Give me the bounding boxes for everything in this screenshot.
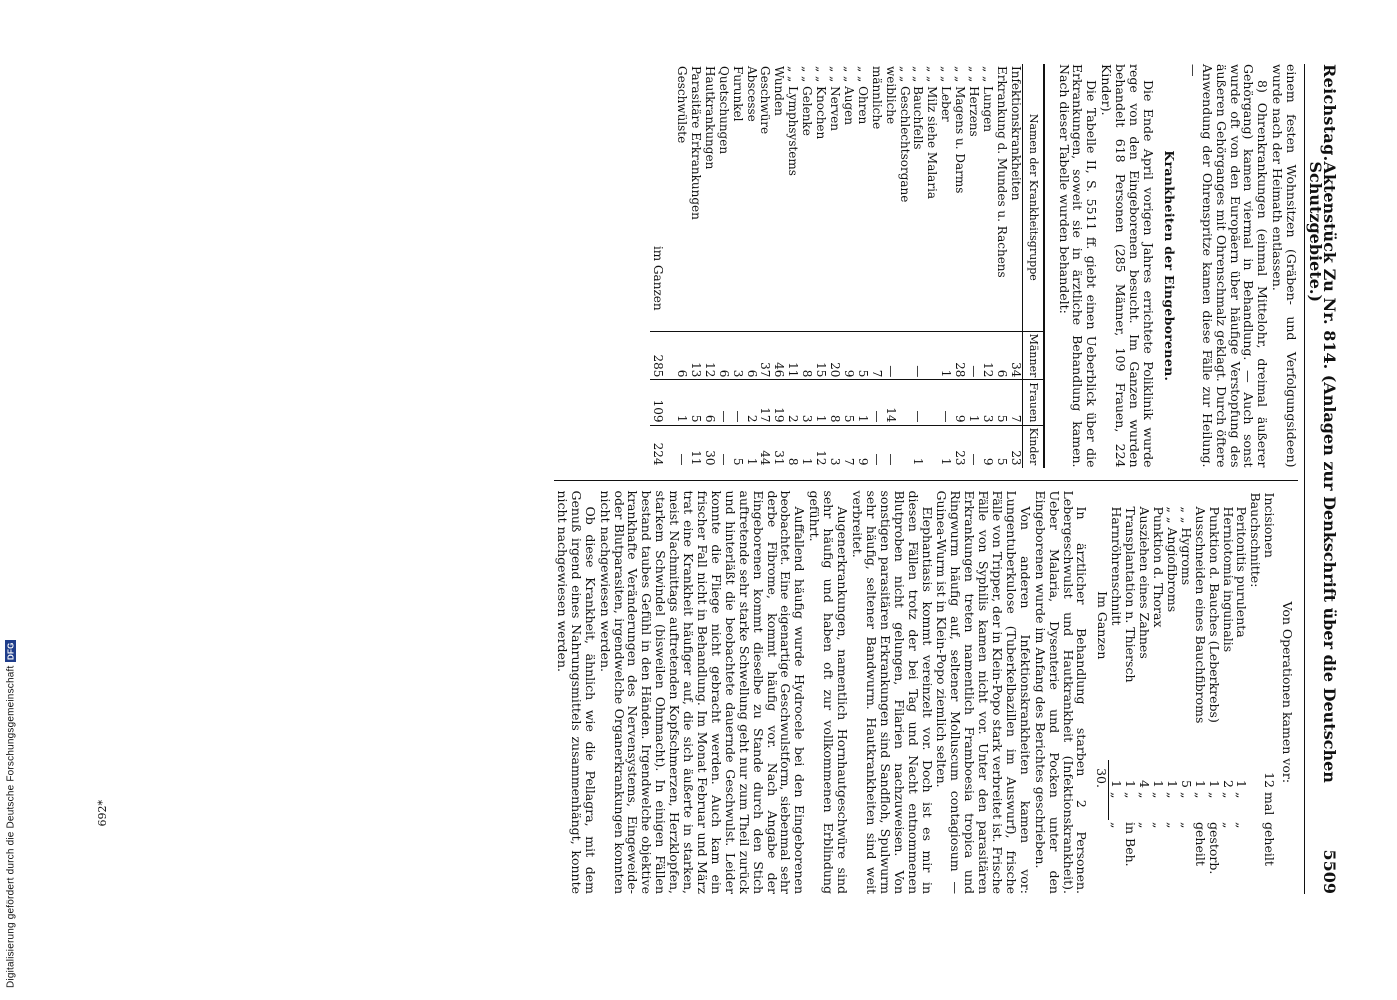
table-row: [716, 64, 730, 468]
operations-total-row: [1095, 491, 1109, 895]
disease-name-cell: „ „ Augen: [841, 66, 856, 125]
operation-outcome: gestorb.: [1206, 822, 1222, 875]
operation-count: 1: [1164, 780, 1180, 788]
count-cell: 28: [952, 331, 966, 380]
count-cell: —: [869, 380, 883, 425]
count-cell: 5: [994, 425, 1008, 468]
table-row: [952, 64, 966, 468]
count-cell: 3: [980, 380, 994, 425]
count-cell: 31: [771, 425, 785, 468]
operation-unit: „: [1178, 792, 1194, 799]
total-cell: 109: [650, 380, 674, 425]
operation-name: Bauchschnitte:: [1248, 492, 1264, 588]
count-cell: 8: [799, 331, 813, 380]
count-cell: 6: [744, 331, 758, 380]
dfg-logo: DFG: [6, 642, 16, 660]
table-row: [744, 64, 758, 468]
operation-row: [1262, 491, 1276, 895]
operation-name: Transplantation n. Thiersch: [1123, 506, 1139, 683]
count-cell: 17: [758, 380, 772, 425]
count-cell: 1: [966, 380, 980, 425]
count-cell: 7: [869, 331, 883, 380]
disease-table-body: [674, 64, 1022, 468]
count-cell: 6: [994, 331, 1008, 380]
operation-count: 1: [1151, 780, 1167, 788]
table-total-row: [650, 64, 674, 468]
column-header: Namen der Krankheitsgruppe: [1022, 64, 1043, 331]
count-cell: 5: [841, 380, 855, 425]
body-paragraph: Von anderen Infektionskrankheiten kamen vor: Lungentuberkulose (Tuberkelbazillen im Auswurf), frische Fälle von Tripper, der in Klein-Popo stark verbreitet ist. Frische Fälle von Syphilis kamen nicht vor. Unter den parasitären Erkrankungen treten namentlich Framboesia tropica und Ringwurm häufig auf, seltener Molluscum contagiosum — Guinea-Wurm ist in Klein-Popo ziemlich selten.: [934, 490, 1033, 894]
count-cell: 30: [702, 425, 716, 468]
operation-row: [1207, 491, 1221, 895]
count-cell: 5: [855, 331, 869, 380]
table-row: [911, 64, 925, 468]
operation-outcome: [1248, 820, 1262, 894]
disease-name-cell: männliche: [869, 66, 884, 130]
disease-name-cell: „ „ Geschlechtsorgane: [897, 66, 912, 203]
count-cell: 12: [702, 331, 716, 380]
operation-row: [1248, 491, 1262, 895]
count-cell: 3: [730, 331, 744, 380]
operation-row: [1137, 491, 1151, 895]
count-cell: 9: [952, 380, 966, 425]
count-cell: 5: [994, 380, 1008, 425]
left-column: [554, 64, 1298, 468]
column-header: Kinder: [1022, 425, 1043, 468]
operation-outcome: „: [1220, 822, 1236, 829]
count-cell: 1: [911, 425, 925, 468]
count-cell: —: [674, 425, 688, 468]
table-row: [897, 64, 911, 468]
operation-count: 12: [1262, 772, 1278, 788]
count-cell: 1: [674, 380, 688, 425]
table-row: [813, 64, 827, 468]
table-row: [938, 64, 952, 468]
body-paragraph: Auffallend häufig wurde Hydrocele bei den Eingeborenen beobachtet. Eine eigenartige Geschwulstform, siebenmal sehr derbe Fibrome, kommt häufig vor. Nach Angabe der Eingeborenen kommt dieselbe zu Stande durch den Stich auftretende sehr starke Schwellung geht nur zum Theil zurück und hinterläßt die beobachtete dauernde Geschwulst. Leider konnte die Fliege nicht gebracht werden. Auch kam ein frischer Fall nicht in Behandlung. Im Monat Februar und März trat eine Krankheit häufiger auf, die sich äußerte in starken, meist Nachmittags auftretenden Kopfschmerzen, Herzklopfen, starkem Schwindel (bisweilen Ohnmacht). In einigen Fällen bestand taubes Gefühl in den Händen. Irgendwelche objektive krankhafte Veränderungen des Nervensystems, Eingeweide- oder Blutparasiten, irgendwelche Organerkrankungen konnten nicht nachgewiesen werden.: [597, 490, 808, 894]
count-cell: —: [966, 331, 980, 380]
operation-count: 1: [1109, 780, 1125, 788]
table-row: [924, 64, 938, 468]
table-row: [855, 64, 869, 468]
count-cell: —: [730, 380, 744, 425]
body-paragraph: Die Ende April vorigen Jahres errichtete Poliklinik wurde rege von den Eingeborenen besucht. Im Ganzen wurden behandelt 618 Personen (285 Männer, 109 Frauen, 224 Kinder).: [1099, 64, 1157, 468]
operation-name: „ „ Hygroms: [1178, 506, 1194, 586]
column-header: Frauen: [1022, 380, 1043, 425]
count-cell: 15: [813, 331, 827, 380]
count-cell: 1: [855, 380, 869, 425]
count-cell: 7: [841, 425, 855, 468]
operation-count: 4: [1137, 780, 1153, 788]
total-cell: 285: [650, 331, 674, 380]
operation-row: [1165, 491, 1179, 895]
operation-unit: „: [1164, 792, 1180, 799]
operation-count: 5: [1178, 780, 1194, 788]
count-cell: 2: [744, 380, 758, 425]
count-cell: [924, 331, 938, 380]
operation-count: 1: [1206, 780, 1222, 788]
operation-outcome: „: [1137, 822, 1153, 829]
table-row: [966, 64, 980, 468]
intro-paragraph: 8) Ohrenkrankungen (einmal Mittelohr, dreimal äußerer Gehörgang) kamen viermal in Behandlung. — Auch sonst wurde oft von den Europäern über häufige Verstopfung des äußeren Gehörganges mit Ohrenschmalz geklagt. Durch öftere Anwendung der Ohrenspritze kamen diese Fälle zur Heilung. —: [1185, 64, 1271, 468]
count-cell: 9: [980, 425, 994, 468]
count-cell: 1: [938, 331, 952, 380]
header-page-number: 5509: [1320, 849, 1339, 894]
right-column: [554, 480, 1298, 895]
dfg-credit-text: Digitalisierung gefördert durch die Deutsche Forschungsgemeinschaft: [5, 665, 17, 988]
operation-row: [1179, 491, 1193, 895]
operation-count: 1: [1192, 780, 1208, 788]
count-cell: 6: [674, 331, 688, 380]
table-row: [980, 64, 994, 468]
operations-total-value: 30.: [1095, 760, 1109, 790]
table-row: [785, 64, 799, 468]
count-cell: 34: [1008, 331, 1022, 380]
count-cell: 46: [771, 331, 785, 380]
operation-row: [1109, 491, 1123, 895]
operation-unit: mal: [1262, 792, 1278, 816]
document-page: [436, 64, 1339, 894]
disease-name-cell: „ „ Leber: [939, 66, 954, 122]
operation-row: [1235, 491, 1249, 895]
operation-name: Ausziehen eines Zahnes: [1137, 506, 1153, 659]
table-row: [841, 64, 855, 468]
count-cell: 2: [785, 380, 799, 425]
disease-name-cell: „ „ Herzens: [967, 66, 982, 137]
operation-count: 1: [1123, 780, 1139, 788]
count-cell: [897, 380, 911, 425]
total-label: im Ganzen: [651, 245, 666, 311]
count-cell: 11: [688, 425, 702, 468]
count-cell: 5: [688, 380, 702, 425]
count-cell: 1: [744, 425, 758, 468]
disease-name-cell: Quetschungen: [716, 66, 731, 155]
count-cell: 12: [980, 331, 994, 380]
count-cell: 23: [952, 425, 966, 468]
count-cell: 19: [771, 380, 785, 425]
count-cell: 23: [1008, 425, 1022, 468]
count-cell: —: [883, 425, 897, 468]
section-heading: Krankheiten der Eingeborenen.: [1161, 150, 1177, 382]
operation-unit: „: [1123, 792, 1139, 799]
table-row: [702, 64, 716, 468]
operation-unit: „: [1192, 792, 1208, 799]
body-paragraph: Augenerkrankungen, namentlich Hornhautgeschwüre sind sehr häufig und haben oft zur vollkommenen Erblindung geführt.: [807, 490, 851, 894]
count-cell: [924, 380, 938, 425]
count-cell: 8: [827, 380, 841, 425]
count-cell: [897, 331, 911, 380]
disease-table: [650, 64, 1044, 468]
count-cell: 20: [827, 331, 841, 380]
disease-name-cell: „ „ Lymphsystems: [786, 66, 801, 176]
count-cell: 8: [785, 425, 799, 468]
disease-name-cell: „ „ Ohren: [855, 66, 870, 125]
operation-name: Harnröhrenschnitt: [1109, 506, 1125, 626]
operation-outcome: „: [1178, 822, 1194, 829]
operation-count: 2: [1220, 780, 1236, 788]
operation-name: Peritonitis purulenta: [1234, 506, 1250, 638]
operation-row: [1193, 491, 1207, 895]
operation-name: „ „ Angiofibroms: [1164, 506, 1180, 613]
operation-name: Punktion d. Thorax: [1151, 506, 1167, 628]
operation-row: [1221, 491, 1235, 895]
table-header-row: [1022, 64, 1043, 468]
operation-outcome: geheilt: [1262, 822, 1278, 866]
total-cell: 224: [650, 425, 674, 468]
body-paragraph: Die Tabelle II, S. 5511 ff. giebt einen Ueberblick über die Erkrankungen, soweit sie in ärztliche Behandlung kamen. Nach dieser Tabelle wurden behandelt:: [1056, 64, 1100, 468]
table-row: [688, 64, 702, 468]
operations-total-label: Im Ganzen: [1094, 591, 1110, 660]
count-cell: —: [966, 425, 980, 468]
disease-name-cell: „ „ Nerven: [828, 66, 842, 132]
operation-unit: „: [1220, 792, 1236, 799]
intro-paragraph: einem festen Wohnsitzen (Gräben- und Verfolgungsideen) wurde nach der Heimath entlassen.: [1270, 64, 1300, 468]
running-header: [1304, 64, 1339, 894]
disease-name-cell: Wunden: [772, 66, 787, 116]
table-row: [730, 64, 744, 468]
disease-name-cell: „ „ Bauchfells: [911, 66, 926, 150]
count-cell: —: [883, 331, 897, 380]
header-center: Aktenstück Zu Nr. 814. (Anlagen zur Denkschrift über die Deutschen Schutzgebiete.): [1306, 161, 1339, 783]
table-row: [869, 64, 883, 468]
right-text: [555, 491, 1088, 895]
disease-name-cell: Parasitäre Erkrankungen: [688, 66, 703, 220]
operation-unit: „: [1109, 792, 1125, 799]
operation-outcome: „: [1164, 822, 1180, 829]
page-marker: 692*: [96, 800, 109, 827]
disease-name-cell: Abscesse: [744, 66, 759, 122]
disease-name-cell: Geschwülste: [675, 66, 690, 144]
count-cell: —: [716, 380, 730, 425]
operation-outcome: geheilt: [1192, 822, 1208, 866]
count-cell: 14: [883, 380, 897, 425]
operation-unit: [1248, 790, 1262, 820]
count-cell: 11: [785, 331, 799, 380]
header-left: Reichstag.: [1320, 64, 1339, 162]
operation-unit: „: [1151, 792, 1167, 799]
table-row: [994, 64, 1008, 468]
disease-name-cell: „ „ Gelenke: [800, 66, 815, 136]
count-cell: 13: [688, 331, 702, 380]
count-cell: —: [911, 380, 925, 425]
operation-name: Incisionen: [1262, 492, 1278, 558]
operation-count: 1: [1234, 780, 1250, 788]
table-row: [883, 64, 897, 468]
count-cell: 9: [855, 425, 869, 468]
count-cell: 12: [813, 425, 827, 468]
table-row: [827, 64, 841, 468]
disease-name-cell: „ „ Magens u. Darms: [953, 66, 968, 194]
count-cell: [924, 425, 938, 468]
operation-row: [1123, 491, 1137, 895]
disease-name-cell: „ „ Knochen: [814, 66, 829, 140]
operation-name: Herniotomia inguinalis: [1220, 506, 1236, 653]
operations-table: [1095, 491, 1277, 895]
count-cell: 44: [758, 425, 772, 468]
count-cell: 1: [799, 425, 813, 468]
operation-unit: „: [1137, 792, 1153, 799]
body-paragraph: Ob diese Krankheit, ähnlich wie die Pellagra, mit dem Genuß irgend eines Nahrungsmittels zusammenhängt, konnte nicht nachgewiesen werden.: [554, 490, 598, 894]
disease-name-cell: Erkrankung d. Mundes u. Rachens: [994, 66, 1009, 278]
operation-row: [1151, 491, 1165, 895]
operation-outcome: „: [1234, 822, 1250, 829]
count-cell: —: [911, 331, 925, 380]
operation-outcome: „: [1109, 822, 1125, 829]
operation-name: Punktion d. Bauches (Leberkrebs): [1206, 506, 1222, 723]
body-paragraph: In ärztlicher Behandlung starben 2 Personen. Lebergeschwulst und Hautkrankheit (Infektionskrankheit). Ueber Malaria, Dysenterie und Pocken unter den Eingeborenen wurde im Anfang des Berichtes geschrieben.: [1032, 490, 1090, 894]
operation-unit: „: [1206, 792, 1222, 799]
table-row: [771, 64, 785, 468]
operations-title: Von Operationen kamen vor:: [1280, 601, 1296, 784]
count-cell: 5: [730, 425, 744, 468]
count-cell: 9: [841, 331, 855, 380]
disease-name-cell: Infektionskrankheiten: [1008, 66, 1023, 201]
table-row: [674, 64, 688, 468]
disease-name-cell: „ „ Lungen: [980, 66, 995, 132]
count-cell: 37: [758, 331, 772, 380]
count-cell: —: [869, 425, 883, 468]
body-paragraph: Elephantiasis kommt vereinzelt vor. Doch ist es mir in diesen Fällen trotz der bei Tag und Nacht entnommenen Blutproben nicht gelungen, Filarien nachzuweisen. Von sonstigen parasitären Erkrankungen sind Sandfloh, Spulwurm sehr häufig, seltener Bandwurm. Hautkrankheiten sind weit verbreitet.: [850, 490, 935, 894]
operation-outcome: „: [1151, 822, 1167, 829]
count-cell: 6: [716, 331, 730, 380]
operation-unit: „: [1234, 792, 1250, 799]
table-row: [1008, 64, 1022, 468]
disease-name-cell: weibliche: [883, 66, 898, 125]
count-cell: —: [938, 380, 952, 425]
dfg-credit: [2, 18, 20, 988]
disease-name-cell: Geschwüre: [758, 66, 773, 135]
disease-name-cell: Furunkel: [730, 66, 745, 122]
operation-outcome: in Beh.: [1123, 822, 1139, 867]
operation-name: Ausschneiden eines Bauchfibroms: [1192, 506, 1208, 724]
table-row: [758, 64, 772, 468]
column-header: Männer: [1022, 331, 1043, 380]
count-cell: 6: [702, 380, 716, 425]
count-cell: 7: [1008, 380, 1022, 425]
count-cell: 1: [938, 425, 952, 468]
operation-count: [1248, 760, 1262, 790]
count-cell: 3: [799, 380, 813, 425]
disease-name-cell: Hautkrankungen: [702, 66, 717, 170]
table-row: [799, 64, 813, 468]
count-cell: [897, 425, 911, 468]
disease-name-cell: „ „ Milz siehe Malaria: [925, 66, 940, 200]
count-cell: —: [716, 425, 730, 468]
count-cell: 3: [827, 425, 841, 468]
count-cell: 1: [813, 380, 827, 425]
